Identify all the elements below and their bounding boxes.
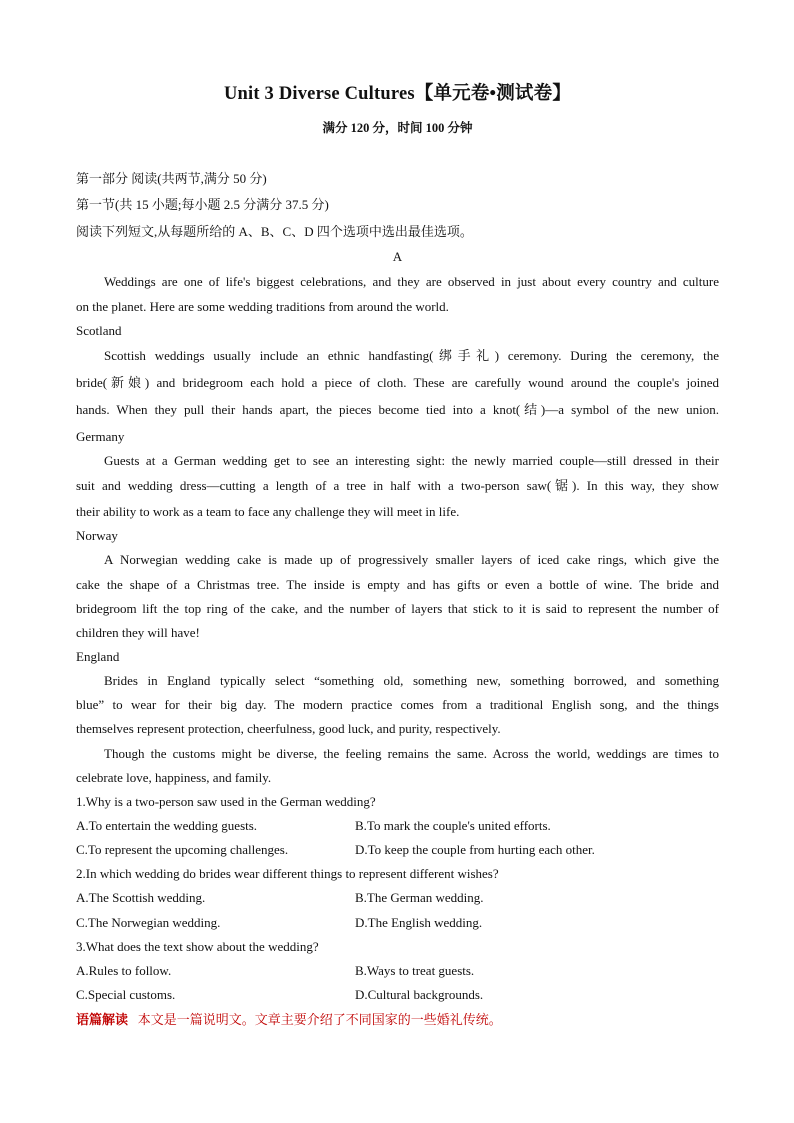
intro-line: on the planet. Here are some wedding traditions from around the world. — [76, 299, 449, 314]
paragraph-line: Though the customs might be diverse, the feeling remains the same. Across the world, weddings are times to — [104, 746, 719, 761]
option-b: B.The German wedding. — [355, 890, 484, 905]
directions: 阅读下列短文,从每题所给的 A、B、C、D 四个选项中选出最佳选项。 — [76, 224, 473, 239]
passage-label: A — [392, 249, 403, 264]
option-a: A.Rules to follow. — [76, 963, 172, 978]
paragraph-line: Guests at a German wedding get to see an interesting sight: the newly married couple—still dressed in their — [104, 453, 719, 468]
analysis-note — [76, 1012, 502, 1028]
paragraph-line: cake the shape of a Christmas tree. The inside is empty and has gifts or even a bottle of wine. The bride and — [76, 577, 719, 592]
paragraph-line: blue” to wear for their big day. The modern practice comes from a traditional English song, and the things — [76, 697, 719, 712]
part-heading: 第一部分 阅读(共两节,满分 50 分) — [76, 171, 267, 186]
paragraph-line: children they will have! — [76, 625, 200, 640]
paragraph-line: Brides in England typically select “something old, something new, something borrowed, and something — [104, 673, 719, 688]
analysis-label: 语篇解读 — [76, 1012, 129, 1027]
question-stem: 2.In which wedding do brides wear different things to represent different wishes? — [76, 866, 499, 881]
option-a: A.To entertain the wedding guests. — [76, 818, 258, 833]
option-b: B.Ways to treat guests. — [355, 963, 475, 978]
paragraph-line: celebrate love, happiness, and family. — [76, 770, 272, 785]
paragraph-line: their ability to work as a team to face any challenge they will meet in life. — [76, 504, 460, 519]
paragraph-line: Scottish weddings usually include an ethnic handfasting(绑手礼) ceremony. During the ceremony, the — [104, 348, 719, 363]
question-stem: 1.Why is a two-person saw used in the German wedding? — [76, 794, 376, 809]
analysis-text: 本文是一篇说明文。文章主要介绍了不同国家的一些婚礼传统。 — [137, 1012, 502, 1027]
paragraph-line: bridegroom lift the top ring of the cake, and the number of layers that stick to it is said to represent the number of — [76, 601, 719, 616]
paragraph-line: hands. When they pull their hands apart, the pieces become tied into a knot(结)—a symbol of the new union. — [76, 402, 719, 417]
section-heading: 第一节(共 15 小题;每小题 2.5 分满分 37.5 分) — [76, 197, 329, 212]
paragraph-line: suit and wedding dress—cutting a length of a tree in half with a two-person saw(锯). In this way, they show — [76, 478, 719, 493]
paragraph-line: bride(新娘) and bridegroom each hold a piece of cloth. These are carefully wound around the couple's joined — [76, 375, 719, 390]
option-d: D.Cultural backgrounds. — [355, 987, 484, 1002]
paragraph-line: A Norwegian wedding cake is made up of progressively smaller layers of iced cake rings, which give the — [104, 552, 719, 567]
option-d: D.To keep the couple from hurting each other. — [355, 842, 595, 857]
section-heading-norway: Norway — [76, 528, 118, 543]
page-title: Unit 3 Diverse Cultures【单元卷•测试卷】 — [223, 84, 572, 104]
option-b: B.To mark the couple's united efforts. — [355, 818, 551, 833]
page-subtitle: 满分 120 分，时间 100 分钟 — [322, 121, 473, 135]
option-a: A.The Scottish wedding. — [76, 890, 206, 905]
option-c: C.To represent the upcoming challenges. — [76, 842, 289, 857]
paragraph-line: themselves represent protection, cheerfulness, good luck, and purity, respectively. — [76, 721, 501, 736]
section-heading-scotland: Scotland — [76, 323, 122, 338]
option-c: C.Special customs. — [76, 987, 176, 1002]
intro-line: Weddings are one of life's biggest celebrations, and they are observed in just about every country and culture — [104, 274, 719, 289]
section-heading-germany: Germany — [76, 429, 125, 444]
question-stem: 3.What does the text show about the wedding? — [76, 939, 319, 954]
section-heading-england: England — [76, 649, 120, 664]
option-c: C.The Norwegian wedding. — [76, 915, 221, 930]
option-d: D.The English wedding. — [355, 915, 483, 930]
